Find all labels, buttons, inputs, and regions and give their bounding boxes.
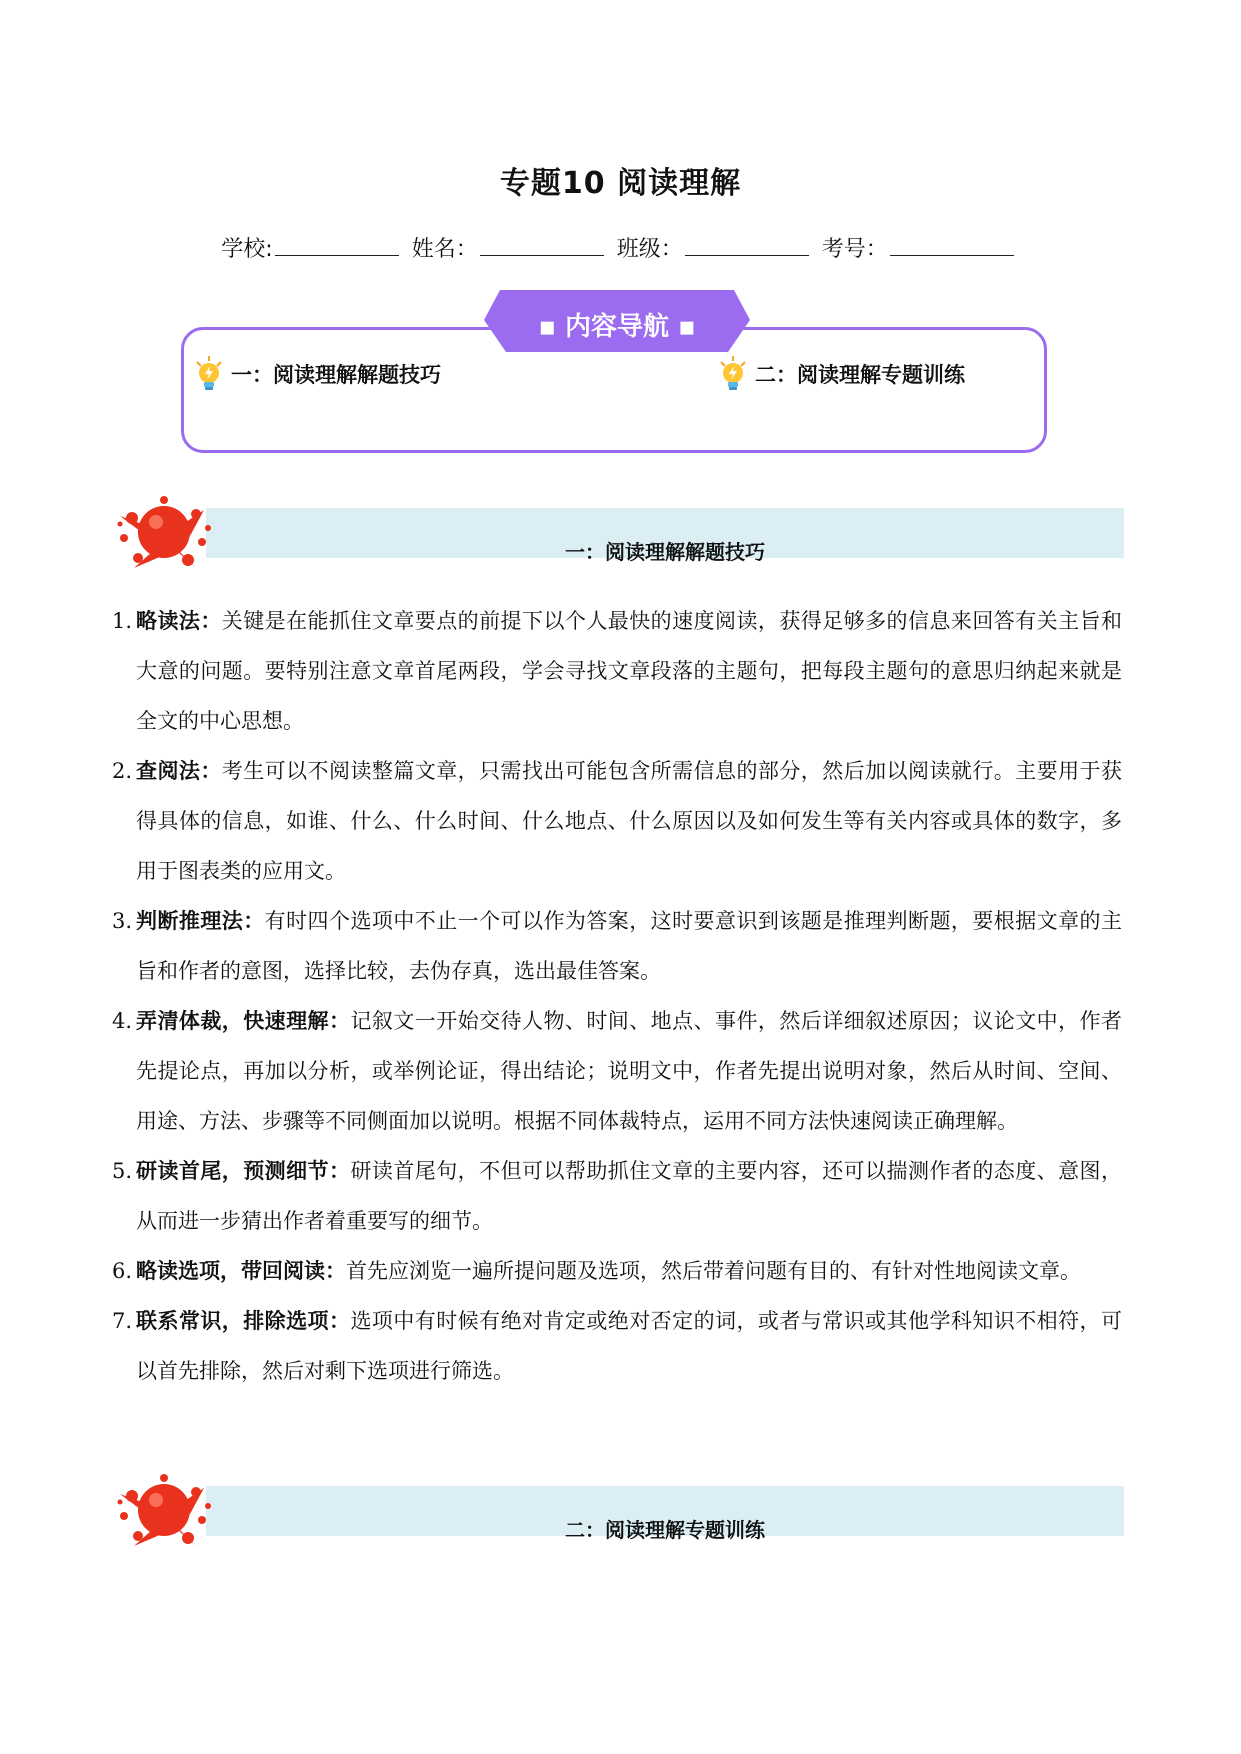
school-label: 学校: bbox=[221, 237, 273, 262]
item-number: 6. bbox=[112, 1259, 133, 1283]
lightbulb-icon bbox=[193, 356, 225, 392]
item-number: 4. bbox=[112, 1009, 133, 1033]
list-item bbox=[112, 996, 1122, 1146]
technique-list bbox=[112, 596, 1122, 1396]
item-text: 研读首尾句，不但可以帮助抓住文章的主要内容，还可以揣测作者的态度、意图，从而进一步猜出作者着重要写的细节。 bbox=[136, 1159, 1123, 1233]
exam-number-blank[interactable] bbox=[890, 235, 1014, 256]
list-item bbox=[112, 1246, 1122, 1296]
exam-number-label: 考号： bbox=[821, 237, 888, 262]
class-blank[interactable] bbox=[685, 235, 809, 256]
page-title: 专题10 阅读理解 bbox=[499, 166, 742, 201]
item-term: 研读首尾，预测细节： bbox=[136, 1159, 351, 1183]
item-text: 关键是在能抓住文章要点的前提下以个人最快的速度阅读，获得足够多的信息来回答有关主旨和大意的问题。要特别注意文章首尾两段，学会寻找文章段落的主题句，把每段主题句的意思归纳起来就是全文的中心思想。 bbox=[136, 609, 1122, 733]
item-text: 首先应浏览一遍所提问题及选项，然后带着问题有目的、有针对性地阅读文章。 bbox=[346, 1259, 1081, 1283]
item-term: 弄清体裁，快速理解： bbox=[136, 1009, 351, 1033]
red-splat-icon bbox=[112, 494, 212, 572]
item-number: 7. bbox=[112, 1309, 133, 1333]
name-label: 姓名： bbox=[411, 237, 478, 262]
list-item bbox=[112, 746, 1122, 896]
item-number: 3. bbox=[112, 909, 133, 933]
list-item bbox=[112, 896, 1122, 996]
list-item bbox=[112, 596, 1122, 746]
lightbulb-icon bbox=[717, 356, 749, 392]
item-term: 联系常识，排除选项： bbox=[136, 1309, 351, 1333]
item-term: 判断推理法： bbox=[136, 909, 265, 933]
nav-item-training[interactable] bbox=[717, 356, 965, 392]
red-splat-icon bbox=[112, 1472, 212, 1550]
class-label: 班级： bbox=[616, 237, 683, 262]
section-title: 一：阅读理解解题技巧 bbox=[565, 540, 765, 564]
item-term: 略读选项，带回阅读： bbox=[136, 1259, 346, 1283]
nav-tab-label: ▪ 内容导航 ▪ bbox=[538, 312, 696, 342]
item-number: 2. bbox=[112, 759, 133, 783]
school-blank[interactable] bbox=[275, 235, 399, 256]
item-term: 查阅法： bbox=[136, 759, 222, 783]
item-term: 略读法： bbox=[136, 609, 222, 633]
student-info-line bbox=[0, 232, 1241, 263]
nav-item-label: 一：阅读理解解题技巧 bbox=[231, 363, 441, 387]
section-title: 二：阅读理解专题训练 bbox=[565, 1518, 765, 1542]
nav-item-label: 二：阅读理解专题训练 bbox=[755, 363, 965, 387]
nav-item-techniques[interactable] bbox=[193, 356, 441, 392]
item-text: 有时四个选项中不止一个可以作为答案，这时要意识到该题是推理判断题，要根据文章的主旨和作者的意图，选择比较，去伪存真，选出最佳答案。 bbox=[136, 909, 1123, 983]
list-item bbox=[112, 1296, 1122, 1396]
name-blank[interactable] bbox=[480, 235, 604, 256]
item-number: 1. bbox=[112, 609, 133, 633]
list-item bbox=[112, 1146, 1122, 1246]
item-text: 考生可以不阅读整篇文章，只需找出可能包含所需信息的部分，然后加以阅读就行。主要用于获得具体的信息，如谁、什么、什么时间、什么地点、什么原因以及如何发生等有关内容或具体的数字，多用于图表类的应用文。 bbox=[136, 759, 1122, 883]
item-text: 选项中有时候有绝对肯定或绝对否定的词，或者与常识或其他学科知识不相符，可以首先排除，然后对剩下选项进行筛选。 bbox=[136, 1309, 1123, 1383]
item-text: 记叙文一开始交待人物、时间、地点、事件，然后详细叙述原因；议论文中，作者先提论点，再加以分析，或举例论证，得出结论；说明文中，作者先提出说明对象，然后从时间、空间、用途、方法、步骤等不同侧面加以说明。根据不同体裁特点，运用不同方法快速阅读正确理解。 bbox=[136, 1009, 1123, 1133]
item-number: 5. bbox=[112, 1159, 133, 1183]
